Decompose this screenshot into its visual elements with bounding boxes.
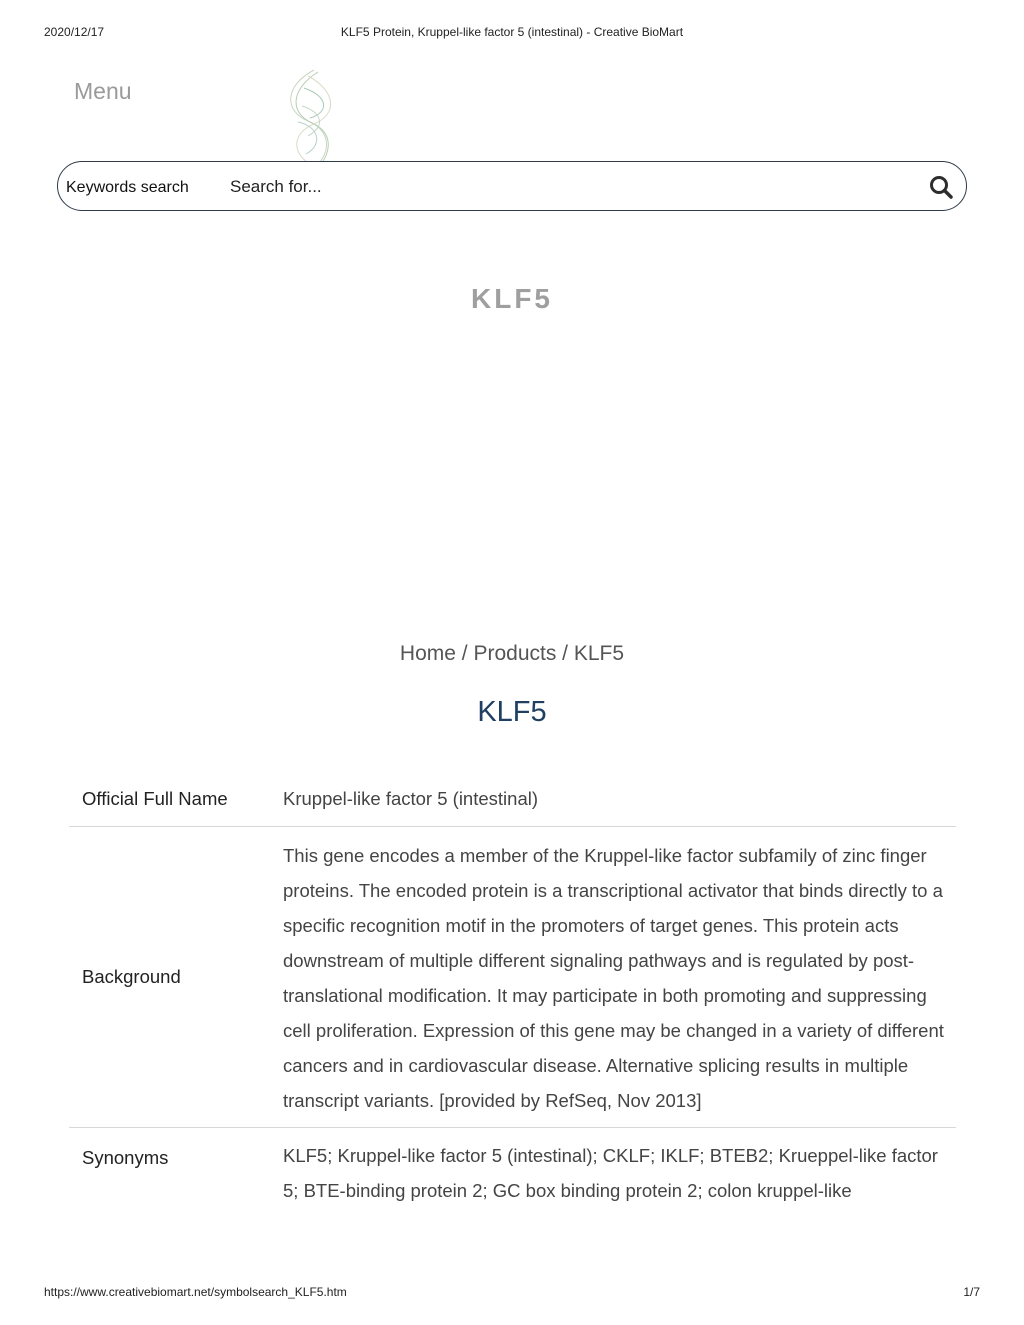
search-bar [57,161,967,211]
search-label: Keywords search [66,179,189,196]
breadcrumb [0,642,1024,666]
breadcrumb-current: KLF5 [573,642,625,665]
print-footer-url: https://www.creativebiomart.net/symbolsearch_KLF5.htm [44,1285,347,1299]
gene-info-table [69,771,956,1208]
breadcrumb-products[interactable]: Products [473,642,557,665]
print-page-number: 1/7 [963,1285,980,1299]
row-value: KLF5; Kruppel-like factor 5 (intestinal); CKLF; IKLF; BTEB2; Krueppel-like factor 5; BTE-binding protein 2; GC box binding protein 2; colon kruppel-like [283,1145,938,1201]
breadcrumb-separator: / [556,642,574,665]
search-input[interactable] [230,174,870,200]
search-icon[interactable] [928,174,954,200]
row-key: Synonyms [82,1147,169,1168]
table-row [69,827,956,1128]
row-key: Background [69,827,283,1128]
helix-logo-icon[interactable] [278,66,348,174]
row-value: This gene encodes a member of the Kruppel-like factor subfamily of zinc finger proteins. The encoded protein is a transcriptional activator that binds directly to a specific recognition motif in the promoters of target genes. This protein acts downstream of multiple different signaling pathways and is regulated by post-translational modification. It may participate in both promoting and suppressing cell proliferation. Expression of this gene may be changed in a variety of different cancers and in cardiovascular disease. Alternative splicing results in multiple transcript variants. [provided by RefSeq, Nov 2013] [283,827,956,1128]
hero-title: KLF5 [471,283,553,314]
breadcrumb-separator: / [455,642,474,665]
table-row [69,771,956,827]
print-page-title: KLF5 Protein, Kruppel-like factor 5 (intestinal) - Creative BioMart [340,25,684,39]
row-value: Kruppel-like factor 5 (intestinal) [283,771,956,827]
page-title: KLF5 [477,696,547,728]
menu-button[interactable]: Menu [74,78,132,104]
breadcrumb-home[interactable]: Home [399,642,456,665]
row-key: Official Full Name [69,771,283,827]
print-date: 2020/12/17 [44,25,105,39]
table-row [69,1128,956,1209]
